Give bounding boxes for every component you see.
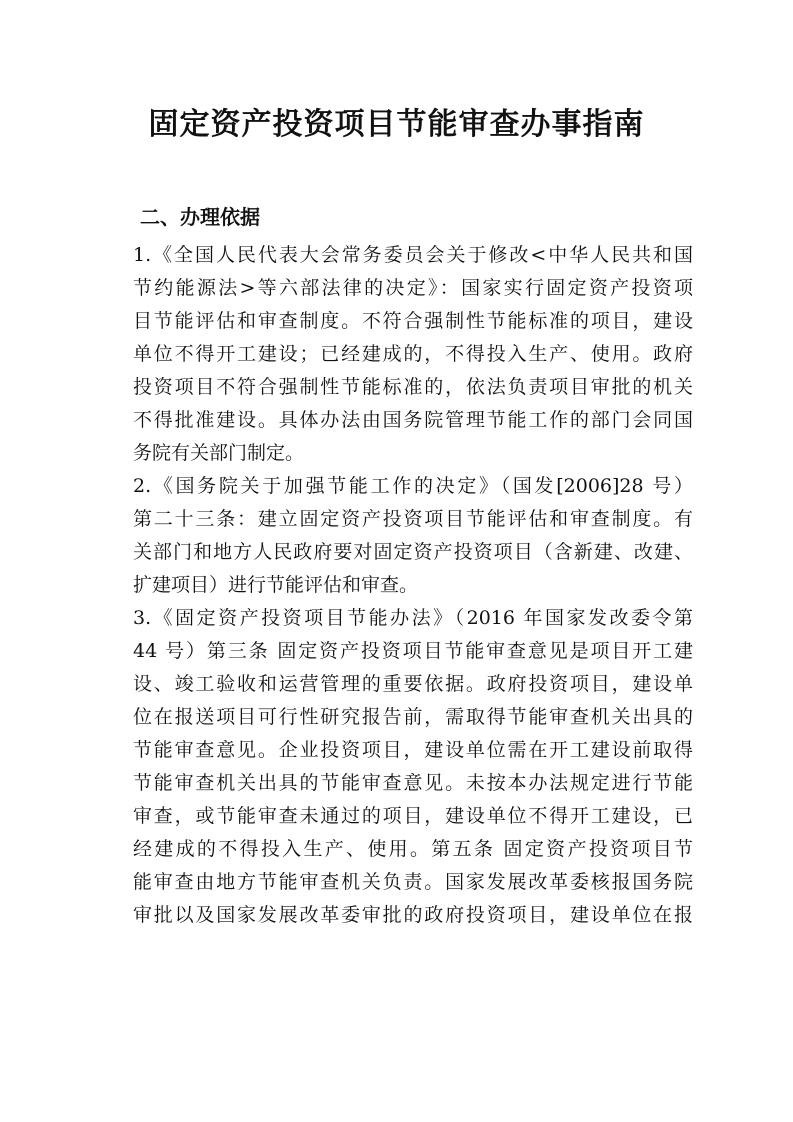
body-text-line: 节约能源法>等六部法律的决定》：国家实行固定资产投资项 xyxy=(133,277,693,299)
body-text-line: 能审查由地方节能审查机关负责。国家发展改革委核报国务院 xyxy=(133,871,693,893)
body-text-line: 审查，或节能审查未通过的项目，建设单位不得开工建设，已 xyxy=(133,805,693,827)
body-text-line: 1.《全国人民代表大会常务委员会关于修改<中华人民共和国 xyxy=(133,244,693,266)
body-text-line: 2.《国务院关于加强节能工作的决定》（国发[2006]28 号） xyxy=(133,475,693,497)
page-title: 固定资产投资项目节能审查办事指南 xyxy=(148,107,645,142)
body-text-line: 单位不得开工建设；已经建成的，不得投入生产、使用。政府 xyxy=(133,343,693,365)
body-text-line: 扩建项目）进行节能评估和审查。 xyxy=(133,574,419,596)
body-text-line: 设、竣工验收和运营管理的重要依据。政府投资项目，建设单 xyxy=(133,673,693,695)
body-text-line: 审批以及国家发展改革委审批的政府投资项目，建设单位在报 xyxy=(133,904,693,926)
body-text-line: 3.《固定资产投资项目节能办法》（2016 年国家发改委令第 xyxy=(133,607,693,629)
body-text-line: 务院有关部门制定。 xyxy=(133,442,305,464)
body-text-line: 投资项目不符合强制性节能标准的，依法负责项目审批的机关 xyxy=(133,376,693,398)
body-text-line: 经建成的不得投入生产、使用。第五条 固定资产投资项目节 xyxy=(133,838,693,860)
body-text-line: 位在报送项目可行性研究报告前，需取得节能审查机关出具的 xyxy=(133,706,693,728)
body-text-line: 目节能评估和审查制度。不符合强制性节能标准的项目，建设 xyxy=(133,310,693,332)
body-text-line: 节能审查机关出具的节能审查意见。未按本办法规定进行节能 xyxy=(133,772,693,794)
body-text-line: 节能审查意见。企业投资项目，建设单位需在开工建设前取得 xyxy=(133,739,693,761)
body-text-line: 第二十三条：建立固定资产投资项目节能评估和审查制度。有 xyxy=(133,508,693,530)
body-text-line: 44 号）第三条 固定资产投资项目节能审查意见是项目开工建 xyxy=(133,640,693,662)
body-text-line: 关部门和地方人民政府要对固定资产投资项目（含新建、改建、 xyxy=(133,541,693,563)
section-heading: 二、办理依据 xyxy=(140,205,260,229)
body-text-line: 不得批准建设。具体办法由国务院管理节能工作的部门会同国 xyxy=(133,409,693,431)
